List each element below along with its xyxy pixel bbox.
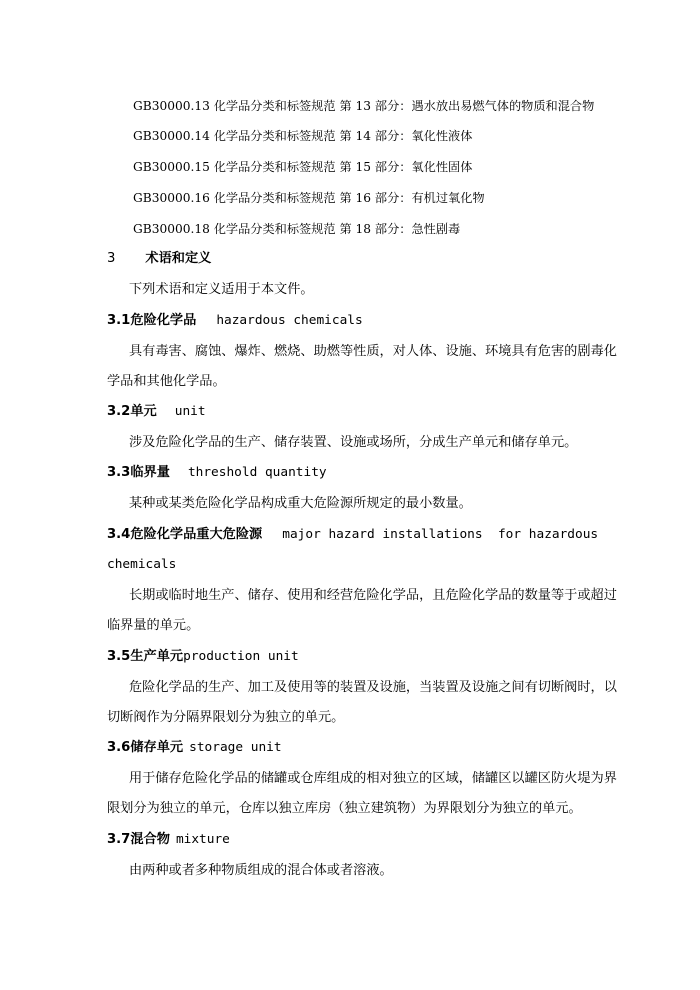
reference-line: GB30000.15 化学品分类和标签规范 第 15 部分：氧化性固体 <box>133 160 473 174</box>
term-definition: 涉及危险化学品的生产、储存装置、设施或场所，分成生产单元和储存单元。 <box>129 435 578 450</box>
section-heading <box>107 250 211 268</box>
term-heading <box>107 312 363 330</box>
term-heading <box>107 464 327 482</box>
section-title: 术语和定义 <box>145 251 212 266</box>
term-number: 3.5 <box>107 649 131 664</box>
term-english: production unit <box>183 649 299 664</box>
term-heading <box>107 403 206 421</box>
term-number: 3.2 <box>107 404 131 419</box>
term-number: 3.7 <box>107 832 131 847</box>
term-definition: 限划分为独立的单元，仓库以独立库房（独立建筑物）为界限划分为独立的单元。 <box>107 801 582 816</box>
term-english: storage unit <box>189 740 282 755</box>
reference-line: GB30000.18 化学品分类和标签规范 第 18 部分：急性剧毒 <box>133 222 461 236</box>
term-chinese: 混合物 <box>130 832 170 847</box>
term-definition: 临界量的单元。 <box>107 618 200 633</box>
term-definition: 危险化学品的生产、加工及使用等的装置及设施，当装置及设施之间有切断阀时，以 <box>129 680 617 695</box>
term-english: chemicals <box>107 557 177 572</box>
term-english: mixture <box>175 832 230 847</box>
term-english: major hazard installations for hazardous <box>282 527 599 542</box>
reference-line: GB30000.13 化学品分类和标签规范 第 13 部分：遇水放出易燃气体的物质和混合物 <box>133 99 595 113</box>
term-definition: 切断阀作为分隔界限划分为独立的单元。 <box>107 710 345 725</box>
term-english: threshold quantity <box>187 465 327 480</box>
term-definition: 由两种或者多种物质组成的混合体或者溶液。 <box>129 863 393 878</box>
section-intro: 下列术语和定义适用于本文件。 <box>129 282 314 297</box>
reference-line: GB30000.16 化学品分类和标签规范 第 16 部分：有机过氧化物 <box>133 191 485 205</box>
reference-line: GB30000.14 化学品分类和标签规范 第 14 部分：氧化性液体 <box>133 129 473 143</box>
term-number: 3.6 <box>107 740 131 755</box>
term-number: 3.3 <box>107 465 131 480</box>
term-heading-continued <box>107 556 176 574</box>
term-chinese: 危险化学品重大危险源 <box>130 527 263 542</box>
term-definition: 学品和其他化学品。 <box>107 374 226 389</box>
term-heading <box>107 831 230 849</box>
term-chinese: 储存单元 <box>130 740 184 755</box>
term-chinese: 生产单元 <box>130 649 184 664</box>
term-number: 3.4 <box>107 527 131 542</box>
term-definition: 具有毒害、腐蚀、爆炸、燃烧、助燃等性质，对人体、设施、环境具有危害的剧毒化 <box>129 344 617 359</box>
term-definition: 某种或某类危险化学品构成重大危险源所规定的最小数量。 <box>129 496 472 511</box>
term-english: hazardous chemicals <box>216 313 363 328</box>
section-number: 3 <box>107 251 116 266</box>
term-heading <box>107 526 598 544</box>
term-heading <box>107 648 299 666</box>
term-definition: 长期或临时地生产、储存、使用和经营危险化学品，且危险化学品的数量等于或超过 <box>129 588 617 603</box>
term-english: unit <box>174 404 206 419</box>
term-chinese: 临界量 <box>130 465 170 480</box>
term-chinese: 单元 <box>130 404 157 419</box>
term-number: 3.1 <box>107 313 131 328</box>
term-chinese: 危险化学品 <box>130 313 197 328</box>
term-heading <box>107 739 282 757</box>
term-definition: 用于储存危险化学品的储罐或仓库组成的相对独立的区域，储罐区以罐区防火堤为界 <box>129 771 617 786</box>
